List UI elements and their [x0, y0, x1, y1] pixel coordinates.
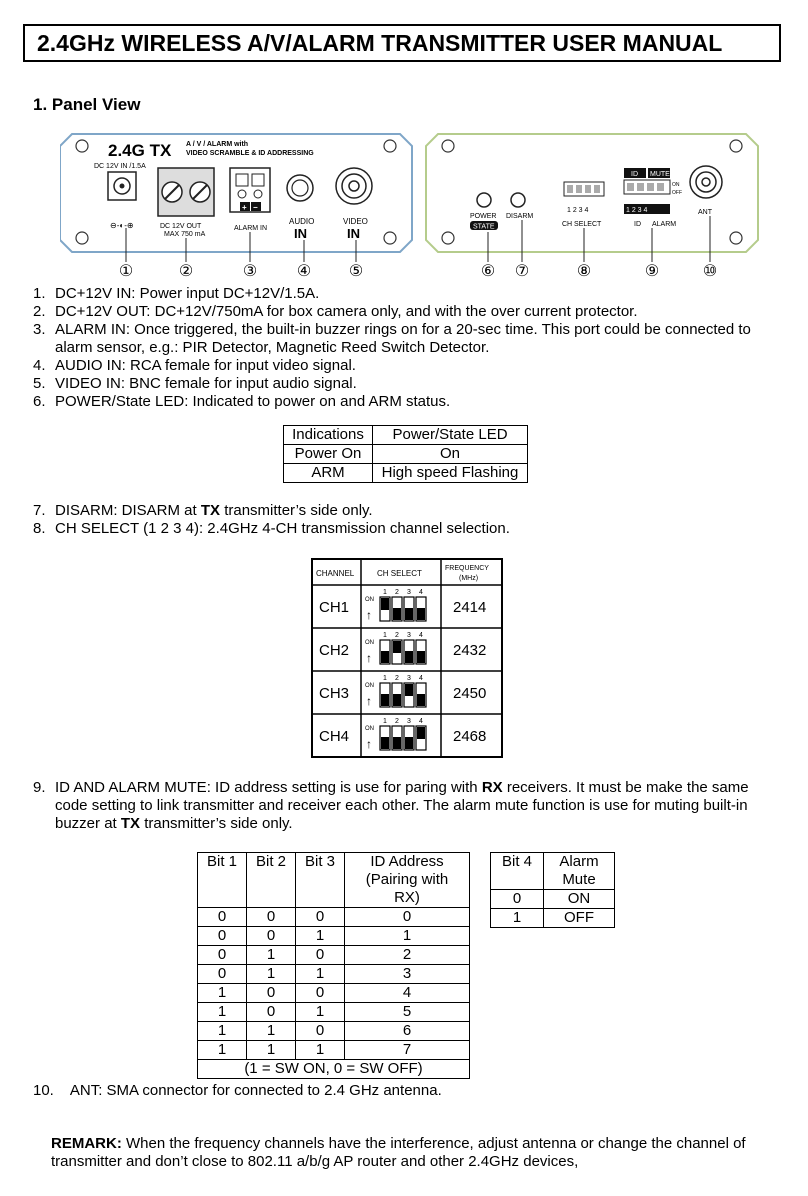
callout-8: ⑧: [576, 263, 592, 280]
table-cell: 0: [198, 927, 247, 946]
alarm-mute-table: [490, 852, 615, 928]
on-label: ON: [365, 683, 374, 689]
frequency-value: 2432: [453, 642, 487, 659]
table-cell: 1: [296, 927, 345, 946]
section-title: 1. Panel View: [33, 95, 141, 114]
header-frequency: FREQUENCY: [445, 565, 489, 572]
manual-title-box: [23, 24, 781, 62]
audio-label: AUDIO: [289, 217, 315, 226]
dc-polarity-icon: ⊖-◐-⊕: [110, 221, 134, 230]
switch-number: 4: [419, 718, 423, 725]
table-cell: 0: [247, 984, 296, 1003]
table-cell: 3: [345, 965, 470, 984]
dip-knob-off: [393, 608, 401, 620]
channel-name: CH3: [319, 685, 350, 702]
dip-knob-off: [381, 694, 389, 706]
list-item: 2. DC+12V OUT: DC+12V/750mA for box camera only, and with the over current protector.: [33, 303, 638, 320]
sma-connector-icon: [690, 166, 722, 198]
up-arrow-icon: ↑: [366, 608, 372, 622]
item-9: [33, 779, 803, 833]
on-label: ON: [365, 726, 374, 732]
switch-number: 4: [419, 632, 423, 639]
channel-name: CH2: [319, 642, 350, 659]
dip-knob-off: [393, 737, 401, 749]
table-row: Indications Power/State LED: [284, 426, 528, 445]
dip-knob-off: [405, 651, 413, 663]
table-row: [198, 984, 470, 1003]
dip-knob-on: [405, 684, 413, 696]
channel-name: CH4: [319, 728, 350, 745]
alarm-bottom-label: ALARM: [652, 221, 677, 228]
table-row: [198, 1041, 470, 1060]
table-row: Bit 1 Bit 2 Bit 3 ID Address (Pairing with RX): [198, 853, 470, 908]
dip-knob-off: [417, 694, 425, 706]
ch-select-digits: 1 2 3 4: [567, 207, 589, 214]
frequency-value: 2414: [453, 599, 487, 616]
table-row: [198, 1003, 470, 1022]
callout-4: ④: [296, 263, 312, 280]
switch-number: 1: [383, 718, 387, 725]
table-row: ARM High speed Flashing: [284, 464, 528, 483]
header-ch-select: CH SELECT: [377, 569, 422, 578]
table-row: Bit 4 Alarm Mute: [491, 853, 615, 890]
table-cell: 1: [247, 1041, 296, 1060]
dip-knob-off: [417, 608, 425, 620]
table-cell: 1: [198, 1022, 247, 1041]
dip-knob-on: [381, 598, 389, 610]
table-cell: 1: [247, 946, 296, 965]
table-cell: 7: [345, 1041, 470, 1060]
switch-number: 2: [395, 632, 399, 639]
front-panel: [60, 134, 412, 252]
frequency-value: 2468: [453, 728, 487, 745]
table-cell: 1: [198, 1041, 247, 1060]
video-in-label: IN: [347, 226, 360, 241]
rear-panel: [426, 134, 758, 252]
callout-3: ③: [242, 263, 258, 280]
table-row: [198, 1060, 470, 1079]
on-label: ON: [365, 640, 374, 646]
switch-number: 3: [407, 718, 411, 725]
table-cell: 0: [296, 908, 345, 927]
switch-number: 3: [407, 675, 411, 682]
table-cell: 1: [296, 1041, 345, 1060]
remark-label: REMARK:: [51, 1135, 122, 1152]
model-subtitle-2: VIDEO SCRAMBLE & ID ADDRESSING: [186, 150, 314, 157]
ant-label: ANT: [698, 209, 712, 216]
remark: REMARK: When the frequency channels have the interference, adjust antenna or change the channel of transmitter and don’t close to 802.11 a/b/g AP router and other 2.4GHz devices,: [51, 1135, 746, 1170]
list-item: 3. ALARM IN: Once triggered, the built-in buzzer rings on for a 20-sec time. This port could be connected to alarm sensor, e.g.: PIR Detector, Magnetic Reed Switch Detector.: [33, 321, 751, 356]
list-item: 6. POWER/State LED: Indicated to power on and ARM status.: [33, 393, 451, 410]
switch-number: 2: [395, 718, 399, 725]
dip-knob-off: [393, 694, 401, 706]
id-address-table: [197, 852, 470, 1079]
table-cell: 5: [345, 1003, 470, 1022]
panel-view-illustration: [60, 128, 760, 288]
rca-jack-icon: [287, 175, 313, 201]
off-label: OFF: [672, 190, 682, 196]
power-label: POWER: [470, 213, 497, 220]
callout-1: ①: [118, 263, 134, 280]
table-cell: 1: [345, 927, 470, 946]
table-cell: 1: [198, 1003, 247, 1022]
dip-knob-on: [417, 727, 425, 739]
channel-select-table: [311, 558, 503, 758]
table-cell: 6: [345, 1022, 470, 1041]
list-item: 7. DISARM: DISARM at TX transmitter’s side only.: [33, 502, 373, 519]
id-bottom-label: ID: [634, 221, 641, 228]
item-list-b: [33, 502, 783, 538]
ch-select-label: CH SELECT: [562, 221, 602, 228]
on-label: ON: [365, 597, 374, 603]
dc-in-label: DC 12V IN /1.5A: [94, 163, 146, 170]
table-row: [198, 1022, 470, 1041]
table-row: [198, 946, 470, 965]
channel-name: CH1: [319, 599, 350, 616]
up-arrow-icon: ↑: [366, 737, 372, 751]
id-table-footer: (1 = SW ON, 0 = SW OFF): [198, 1060, 470, 1079]
dc-out-label-2: MAX 750 mA: [164, 231, 206, 238]
svg-text:−: −: [253, 203, 258, 212]
table-cell: 1: [296, 965, 345, 984]
audio-in-label: IN: [294, 226, 307, 241]
switch-number: 4: [419, 589, 423, 596]
mute-top-label: MUTE: [650, 171, 670, 178]
callout-10: ⑩: [702, 263, 718, 280]
dip-knob-off: [405, 608, 413, 620]
up-arrow-icon: ↑: [366, 694, 372, 708]
table-cell: 0: [247, 927, 296, 946]
table-cell: 0: [198, 908, 247, 927]
item-10: 10. ANT: SMA connector for connected to 2.4 GHz antenna.: [33, 1082, 442, 1099]
table-row: 0 ON: [491, 890, 615, 909]
item-list-a: [33, 285, 783, 411]
indications-table: [283, 425, 528, 483]
disarm-label: DISARM: [506, 213, 534, 220]
frequency-value: 2450: [453, 685, 487, 702]
id-bits-label: 1 2 3 4: [626, 207, 648, 214]
switch-number: 1: [383, 675, 387, 682]
table-cell: 0: [345, 908, 470, 927]
callout-6: ⑥: [480, 263, 496, 280]
table-cell: 1: [296, 1003, 345, 1022]
on-label: ON: [672, 182, 680, 188]
table-cell: 1: [247, 1022, 296, 1041]
switch-number: 2: [395, 675, 399, 682]
dip-knob-on: [393, 641, 401, 653]
callout-9: ⑨: [644, 263, 660, 280]
dip-knob-off: [405, 737, 413, 749]
table-cell: 0: [198, 965, 247, 984]
table-cell: 1: [247, 965, 296, 984]
model-subtitle-1: A / V / ALARM with: [186, 141, 249, 148]
dip-knob-off: [417, 651, 425, 663]
table-row: 1 OFF: [491, 909, 615, 928]
table-cell: 0: [247, 908, 296, 927]
table-cell: 0: [296, 984, 345, 1003]
up-arrow-icon: ↑: [366, 651, 372, 665]
alarm-in-label: ALARM IN: [234, 225, 268, 232]
table-cell: 0: [247, 1003, 296, 1022]
list-item: 5. VIDEO IN: BNC female for input audio signal.: [33, 375, 357, 392]
list-item: 1. DC+12V IN: Power input DC+12V/1.5A.: [33, 285, 320, 302]
video-label: VIDEO: [343, 217, 368, 226]
header-channel: CHANNEL: [316, 569, 355, 578]
state-label: STATE: [473, 223, 495, 231]
list-item: 9. ID AND ALARM MUTE: ID address setting is use for paring with RX receivers. It must be make the same code setting to link transmitter and receiver each other. The alarm mute function is use for muting built-in buzzer at TX transmitter’s side only.: [33, 779, 749, 832]
table-row: [198, 927, 470, 946]
table-cell: 2: [345, 946, 470, 965]
switch-number: 2: [395, 589, 399, 596]
switch-number: 1: [383, 632, 387, 639]
list-item: 4. AUDIO IN: RCA female for input video signal.: [33, 357, 356, 374]
header-mhz: (MHz): [459, 575, 479, 582]
switch-number: 1: [383, 589, 387, 596]
table-cell: 0: [296, 1022, 345, 1041]
callout-5: ⑤: [348, 263, 364, 280]
table-cell: 1: [198, 984, 247, 1003]
table-cell: 4: [345, 984, 470, 1003]
switch-number: 3: [407, 632, 411, 639]
dip-knob-off: [381, 651, 389, 663]
table-row: [198, 965, 470, 984]
switch-number: 3: [407, 589, 411, 596]
callout-7: ⑦: [514, 263, 530, 280]
table-row: [198, 908, 470, 927]
table-cell: 0: [296, 946, 345, 965]
dip-knob-off: [381, 737, 389, 749]
callout-2: ②: [178, 263, 194, 280]
table-row: Power On On: [284, 445, 528, 464]
switch-number: 4: [419, 675, 423, 682]
list-item: 8. CH SELECT (1 2 3 4): 2.4GHz 4-CH transmission channel selection.: [33, 520, 510, 537]
model-label: 2.4G TX: [108, 141, 172, 160]
svg-text:+: +: [242, 203, 247, 212]
dc-out-label-1: DC 12V OUT: [160, 223, 202, 230]
id-top-label: ID: [631, 171, 638, 178]
manual-title: 2.4GHz WIRELESS A/V/ALARM TRANSMITTER USER MANUAL: [37, 30, 723, 56]
table-cell: 0: [198, 946, 247, 965]
